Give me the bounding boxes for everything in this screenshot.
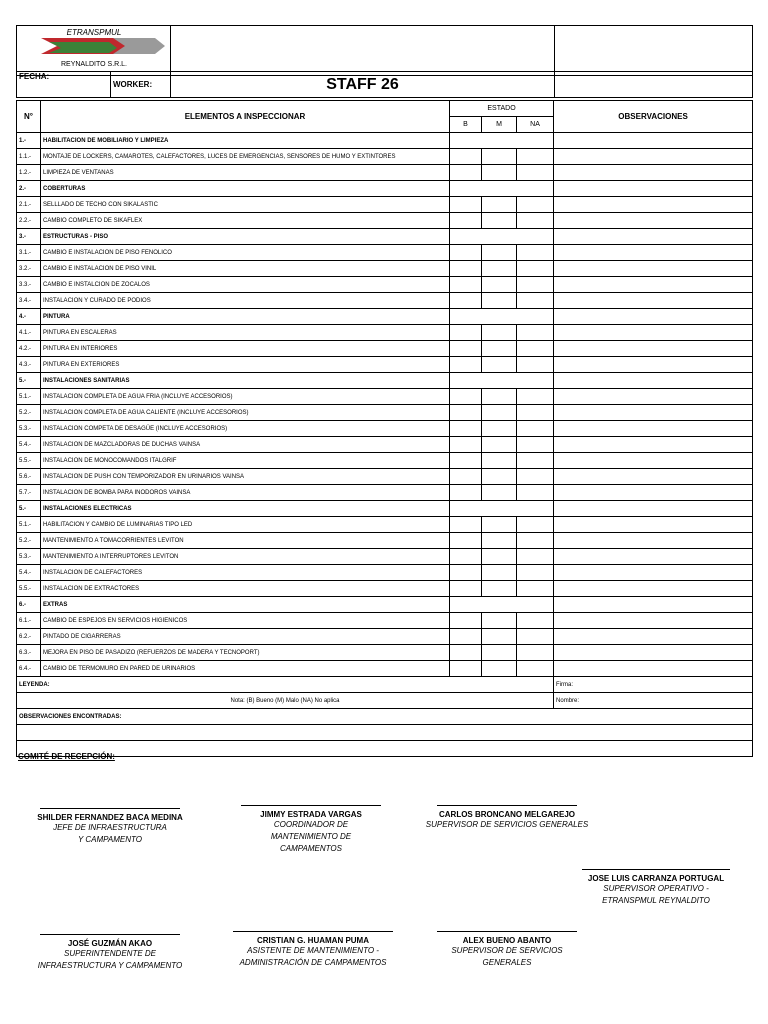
item-number: 3.1.-	[17, 245, 41, 261]
status-m-cell[interactable]	[482, 421, 517, 437]
item-number: 5.4.-	[17, 437, 41, 453]
section-number: 5.-	[17, 373, 41, 389]
observation-cell[interactable]	[554, 485, 753, 501]
status-m-cell[interactable]	[482, 629, 517, 645]
status-m-cell[interactable]	[482, 549, 517, 565]
status-b-cell[interactable]	[450, 613, 482, 629]
status-m-cell[interactable]	[482, 661, 517, 677]
item-number: 5.5.-	[17, 453, 41, 469]
section-estado-blank	[450, 309, 554, 325]
item-description: INSTALACION DE MAZCLADORAS DE DUCHAS VAINSA	[41, 437, 450, 453]
item-number: 6.1.-	[17, 613, 41, 629]
item-description: INSTALACION Y CURADO DE PODIOS	[41, 293, 450, 309]
company-logo	[19, 26, 169, 70]
signature-line	[233, 931, 393, 932]
obs-line[interactable]	[17, 741, 753, 757]
status-b-cell[interactable]	[450, 325, 482, 341]
fecha-label: FECHA:	[17, 72, 111, 98]
status-na-cell[interactable]	[517, 453, 554, 469]
item-number: 4.2.-	[17, 341, 41, 357]
form-header	[16, 25, 753, 76]
table-row	[17, 245, 753, 261]
observation-cell[interactable]	[554, 197, 753, 213]
item-description: MEJORA EN PISO DE PASADIZO (REFUERZOS DE MADERA Y TECNOPORT)	[41, 645, 450, 661]
item-number: 1.1.-	[17, 149, 41, 165]
item-number: 4.1.-	[17, 325, 41, 341]
signature-block	[222, 931, 404, 969]
table-row	[17, 437, 753, 453]
status-m-cell[interactable]	[482, 453, 517, 469]
item-number: 6.4.-	[17, 661, 41, 677]
logo-top-text: ETRANSPMUL	[66, 28, 122, 37]
item-number: 5.2.-	[17, 405, 41, 421]
item-number: 5.7.-	[17, 485, 41, 501]
status-b-cell[interactable]	[450, 453, 482, 469]
status-na-cell[interactable]	[517, 149, 554, 165]
section-number: 1.-	[17, 133, 41, 149]
observation-cell	[554, 501, 753, 517]
item-number: 5.4.-	[17, 565, 41, 581]
table-row	[17, 293, 753, 309]
signer-name: ALEX BUENO ABANTO	[462, 936, 552, 945]
status-m-cell[interactable]	[482, 469, 517, 485]
signer-role: SUPERINTENDENTE DE INFRAESTRUCTURA Y CAMPAMENTO	[37, 949, 183, 970]
item-number: 4.3.-	[17, 357, 41, 373]
status-m-cell[interactable]	[482, 517, 517, 533]
signature-block	[226, 805, 396, 855]
col-b-header: B	[450, 117, 482, 133]
item-number: 2.2.-	[17, 213, 41, 229]
signature-block	[30, 808, 190, 846]
table-row	[17, 565, 753, 581]
table-row	[17, 453, 753, 469]
observation-cell[interactable]	[554, 437, 753, 453]
nombre-label: Nombre:	[554, 693, 753, 709]
status-b-cell[interactable]	[450, 213, 482, 229]
item-description: CAMBIO DE TERMOMURO EN PARED DE URINARIOS	[41, 661, 450, 677]
signature-line	[437, 805, 577, 806]
item-description: INSTALACION DE PUSH CON TEMPORIZADOR EN URINARIOS VAINSA	[41, 469, 450, 485]
table-row	[17, 485, 753, 501]
status-b-cell[interactable]	[450, 533, 482, 549]
table-row	[17, 517, 753, 533]
item-number: 5.5.-	[17, 581, 41, 597]
col-m-header: M	[482, 117, 517, 133]
status-m-cell[interactable]	[482, 245, 517, 261]
observation-cell[interactable]	[554, 421, 753, 437]
item-description: INSTALACION COMPLETA DE AGUA FRIA (INCLUYE ACCESORIOS)	[41, 389, 450, 405]
observation-cell[interactable]	[554, 661, 753, 677]
item-description: LIMPIEZA DE VENTANAS	[41, 165, 450, 181]
status-b-cell[interactable]	[450, 405, 482, 421]
section-estado-blank	[450, 181, 554, 197]
status-b-cell[interactable]	[450, 661, 482, 677]
status-m-cell[interactable]	[482, 357, 517, 373]
status-b-cell[interactable]	[450, 645, 482, 661]
section-title: INSTALACIONES ELECTRICAS	[41, 501, 450, 517]
section-row	[17, 133, 753, 149]
item-description: CAMBIO E INSTALACION DE PISO VINIL	[41, 261, 450, 277]
col-na-header: NA	[517, 117, 554, 133]
signer-name: JIMMY ESTRADA VARGAS	[260, 810, 362, 819]
table-row	[17, 549, 753, 565]
status-na-cell[interactable]	[517, 165, 554, 181]
section-row	[17, 501, 753, 517]
status-m-cell[interactable]	[482, 405, 517, 421]
table-row	[17, 389, 753, 405]
status-na-cell[interactable]	[517, 517, 554, 533]
status-na-cell[interactable]	[517, 261, 554, 277]
status-na-cell[interactable]	[517, 581, 554, 597]
status-na-cell[interactable]	[517, 661, 554, 677]
item-description: INSTALACION COMPETA DE DESAGÜE (INCLUYE ACCESORIOS)	[41, 421, 450, 437]
page-title: STAFF 26	[171, 72, 555, 98]
section-row	[17, 373, 753, 389]
signature-block	[576, 869, 736, 907]
observation-cell	[554, 229, 753, 245]
status-b-cell[interactable]	[450, 149, 482, 165]
section-estado-blank	[450, 597, 554, 613]
col-num-header: N°	[17, 101, 41, 133]
signature-line	[437, 931, 577, 932]
section-row	[17, 181, 753, 197]
status-b-cell[interactable]	[450, 437, 482, 453]
item-description: MANTENIMIENTO A INTERRUPTORES LEVITON	[41, 549, 450, 565]
obs-found-label: OBSERVACIONES ENCONTRADAS:	[17, 709, 753, 725]
item-number: 5.6.-	[17, 469, 41, 485]
observation-cell	[554, 597, 753, 613]
table-row	[17, 165, 753, 181]
item-description: MANTENIMIENTO A TOMACORRIENTES LEVITON	[41, 533, 450, 549]
item-description: INSTALACION DE MONOCOMANDOS ITALGRIF	[41, 453, 450, 469]
leyenda-label: LEYENDA:	[17, 677, 554, 693]
item-number: 3.3.-	[17, 277, 41, 293]
status-na-cell[interactable]	[517, 357, 554, 373]
item-number: 1.2.-	[17, 165, 41, 181]
observation-cell[interactable]	[554, 533, 753, 549]
firma-label: Firma:	[554, 677, 753, 693]
header-blank	[171, 26, 555, 76]
status-m-cell[interactable]	[482, 277, 517, 293]
section-title: ESTRUCTURAS - PISO	[41, 229, 450, 245]
signer-role: SUPERVISOR DE SERVICIOS GENERALES	[451, 946, 563, 967]
observation-cell[interactable]	[554, 277, 753, 293]
observation-cell[interactable]	[554, 149, 753, 165]
item-description: MONTAJE DE LOCKERS, CAMAROTES, CALEFACTORES, LUCES DE EMERGENCIAS, SENSORES DE HUMO Y EXTINTORES	[41, 149, 450, 165]
status-na-cell[interactable]	[517, 325, 554, 341]
section-title: COBERTURAS	[41, 181, 450, 197]
status-b-cell[interactable]	[450, 277, 482, 293]
status-b-cell[interactable]	[450, 629, 482, 645]
section-number: 6.-	[17, 597, 41, 613]
item-number: 5.2.-	[17, 533, 41, 549]
observation-cell[interactable]	[554, 389, 753, 405]
item-number: 5.1.-	[17, 517, 41, 533]
table-row	[17, 197, 753, 213]
obs-line[interactable]	[17, 725, 753, 741]
signer-name: CRISTIAN G. HUAMAN PUMA	[257, 936, 369, 945]
item-description: PINTURA EN EXTERIORES	[41, 357, 450, 373]
section-estado-blank	[450, 373, 554, 389]
status-b-cell[interactable]	[450, 421, 482, 437]
worker-label: WORKER:	[111, 72, 171, 98]
status-na-cell[interactable]	[517, 341, 554, 357]
status-m-cell[interactable]	[482, 565, 517, 581]
item-description: INSTALACION DE EXTRACTORES	[41, 581, 450, 597]
item-description: PINTURA EN INTERIORES	[41, 341, 450, 357]
signer-role: ASISTENTE DE MANTENIMIENTO - ADMINISTRACIÓN DE CAMPAMENTOS	[239, 946, 387, 967]
status-na-cell[interactable]	[517, 485, 554, 501]
item-description: SELLLADO DE TECHO CON SIKALASTIC	[41, 197, 450, 213]
observation-cell	[554, 373, 753, 389]
status-b-cell[interactable]	[450, 517, 482, 533]
table-row	[17, 261, 753, 277]
section-estado-blank	[450, 229, 554, 245]
status-na-cell[interactable]	[517, 565, 554, 581]
signer-name: JOSÉ GUZMÁN AKAO	[67, 939, 153, 948]
status-b-cell[interactable]	[450, 261, 482, 277]
title-blank	[555, 72, 753, 98]
table-row	[17, 213, 753, 229]
item-description: INSTALACION COMPLETA DE AGUA CALIENTE (INCLUYE ACCESORIOS)	[41, 405, 450, 421]
item-number: 3.2.-	[17, 261, 41, 277]
table-row	[17, 149, 753, 165]
signer-role: COORDINADOR DE MANTENIMIENTO DE CAMPAMENTOS	[270, 820, 352, 853]
signature-block	[30, 934, 190, 972]
form-title-row	[16, 71, 753, 98]
status-m-cell[interactable]	[482, 149, 517, 165]
item-description: INSTALACION DE BOMBA PARA INODOROS VAINSA	[41, 485, 450, 501]
signature-line	[40, 934, 180, 935]
item-description: CAMBIO E INSTALCION DE ZOCALOS	[41, 277, 450, 293]
section-title: EXTRAS	[41, 597, 450, 613]
table-row	[17, 533, 753, 549]
status-na-cell[interactable]	[517, 533, 554, 549]
signer-name: CARLOS BRONCANO MELGAREJO	[438, 810, 575, 819]
status-na-cell[interactable]	[517, 549, 554, 565]
observation-cell[interactable]	[554, 325, 753, 341]
observation-cell[interactable]	[554, 549, 753, 565]
status-b-cell[interactable]	[450, 245, 482, 261]
status-na-cell[interactable]	[517, 629, 554, 645]
observation-cell[interactable]	[554, 629, 753, 645]
item-description: PINTURA EN ESCALERAS	[41, 325, 450, 341]
item-number: 6.3.-	[17, 645, 41, 661]
status-b-cell[interactable]	[450, 389, 482, 405]
table-row	[17, 357, 753, 373]
signature-line	[582, 869, 730, 870]
status-m-cell[interactable]	[482, 197, 517, 213]
status-m-cell[interactable]	[482, 261, 517, 277]
observation-cell[interactable]	[554, 581, 753, 597]
observation-cell[interactable]	[554, 613, 753, 629]
status-na-cell[interactable]	[517, 245, 554, 261]
observation-cell[interactable]	[554, 453, 753, 469]
signer-name: SHILDER FERNANDEZ BACA MEDINA	[37, 813, 183, 822]
inspection-table	[16, 100, 753, 757]
status-b-cell[interactable]	[450, 341, 482, 357]
section-row	[17, 309, 753, 325]
comite-label: COMITÉ DE RECEPCIÓN:	[18, 752, 115, 761]
status-b-cell[interactable]	[450, 165, 482, 181]
table-row	[17, 421, 753, 437]
table-row	[17, 629, 753, 645]
signature-line	[40, 808, 180, 809]
observation-cell[interactable]	[554, 517, 753, 533]
observation-cell[interactable]	[554, 645, 753, 661]
section-row	[17, 597, 753, 613]
section-number: 2.-	[17, 181, 41, 197]
observation-cell[interactable]	[554, 357, 753, 373]
status-b-cell[interactable]	[450, 581, 482, 597]
table-row	[17, 341, 753, 357]
signer-role: JEFE DE INFRAESTRUCTURA Y CAMPAMENTO	[53, 823, 167, 844]
section-title: INSTALACIONES SANITARIAS	[41, 373, 450, 389]
status-b-cell[interactable]	[450, 357, 482, 373]
observation-cell	[554, 133, 753, 149]
observation-cell[interactable]	[554, 245, 753, 261]
item-description: CAMBIO COMPLETO DE SIKAFLEX	[41, 213, 450, 229]
item-number: 3.4.-	[17, 293, 41, 309]
status-m-cell[interactable]	[482, 437, 517, 453]
section-title: HABILITACION DE MOBILIARIO Y LIMPIEZA	[41, 133, 450, 149]
section-title: PINTURA	[41, 309, 450, 325]
status-na-cell[interactable]	[517, 469, 554, 485]
status-na-cell[interactable]	[517, 213, 554, 229]
status-na-cell[interactable]	[517, 197, 554, 213]
table-row	[17, 277, 753, 293]
status-na-cell[interactable]	[517, 613, 554, 629]
item-description: CAMBIO DE ESPEJOS EN SERVICIOS HIGIENICOS	[41, 613, 450, 629]
status-na-cell[interactable]	[517, 389, 554, 405]
status-b-cell[interactable]	[450, 549, 482, 565]
observation-cell[interactable]	[554, 341, 753, 357]
observation-cell	[554, 309, 753, 325]
signer-role: SUPERVISOR OPERATIVO - ETRANSPMUL REYNALDITO	[602, 884, 710, 905]
status-b-cell[interactable]	[450, 485, 482, 501]
observation-cell[interactable]	[554, 565, 753, 581]
status-m-cell[interactable]	[482, 389, 517, 405]
observation-cell[interactable]	[554, 469, 753, 485]
table-row	[17, 645, 753, 661]
section-number: 4.-	[17, 309, 41, 325]
status-m-cell[interactable]	[482, 325, 517, 341]
signature-line	[241, 805, 381, 806]
status-m-cell[interactable]	[482, 645, 517, 661]
item-description: HABILITACION Y CAMBIO DE LUMINARIAS TIPO LED	[41, 517, 450, 533]
status-na-cell[interactable]	[517, 645, 554, 661]
signature-block	[422, 931, 592, 969]
status-b-cell[interactable]	[450, 565, 482, 581]
status-m-cell[interactable]	[482, 165, 517, 181]
status-m-cell[interactable]	[482, 213, 517, 229]
signer-role: SUPERVISOR DE SERVICIOS GENERALES	[425, 820, 589, 829]
table-row	[17, 325, 753, 341]
header-blank-right	[555, 26, 753, 76]
table-row	[17, 613, 753, 629]
logo-bottom-text: REYNALDITO S.R.L.	[60, 61, 128, 68]
status-m-cell[interactable]	[482, 485, 517, 501]
observation-cell[interactable]	[554, 261, 753, 277]
status-m-cell[interactable]	[482, 613, 517, 629]
col-obs-header: OBSERVACIONES	[554, 101, 753, 133]
section-estado-blank	[450, 133, 554, 149]
status-na-cell[interactable]	[517, 405, 554, 421]
inspection-rows	[17, 133, 753, 677]
table-row	[17, 661, 753, 677]
status-na-cell[interactable]	[517, 293, 554, 309]
table-row	[17, 581, 753, 597]
item-description: INSTALACION DE CALEFACTORES	[41, 565, 450, 581]
signature-block	[422, 805, 592, 831]
table-row	[17, 469, 753, 485]
status-na-cell[interactable]	[517, 277, 554, 293]
observation-cell[interactable]	[554, 293, 753, 309]
observation-cell[interactable]	[554, 165, 753, 181]
status-na-cell[interactable]	[517, 437, 554, 453]
item-number: 2.1.-	[17, 197, 41, 213]
legend-note: Nota: (B) Bueno (M) Malo (NA) No aplica	[17, 693, 554, 709]
observation-cell[interactable]	[554, 405, 753, 421]
section-row	[17, 229, 753, 245]
status-m-cell[interactable]	[482, 581, 517, 597]
section-number: 3.-	[17, 229, 41, 245]
status-m-cell[interactable]	[482, 533, 517, 549]
observation-cell	[554, 181, 753, 197]
item-number: 5.3.-	[17, 421, 41, 437]
signer-name: JOSE LUIS CARRANZA PORTUGAL	[587, 874, 725, 883]
col-estado-header: ESTADO	[450, 101, 554, 117]
status-b-cell[interactable]	[450, 469, 482, 485]
table-row	[17, 405, 753, 421]
section-number: 5.-	[17, 501, 41, 517]
item-number: 5.3.-	[17, 549, 41, 565]
item-description: CAMBIO E INSTALACION DE PISO FENOLICO	[41, 245, 450, 261]
item-description: PINTADO DE CIGARRERAS	[41, 629, 450, 645]
status-m-cell[interactable]	[482, 293, 517, 309]
col-elements-header: ELEMENTOS A INSPECCIONAR	[41, 101, 450, 133]
status-na-cell[interactable]	[517, 421, 554, 437]
status-b-cell[interactable]	[450, 293, 482, 309]
status-b-cell[interactable]	[450, 197, 482, 213]
observation-cell[interactable]	[554, 213, 753, 229]
logo-cell	[17, 26, 171, 76]
item-number: 6.2.-	[17, 629, 41, 645]
status-m-cell[interactable]	[482, 341, 517, 357]
section-estado-blank	[450, 501, 554, 517]
item-number: 5.1.-	[17, 389, 41, 405]
